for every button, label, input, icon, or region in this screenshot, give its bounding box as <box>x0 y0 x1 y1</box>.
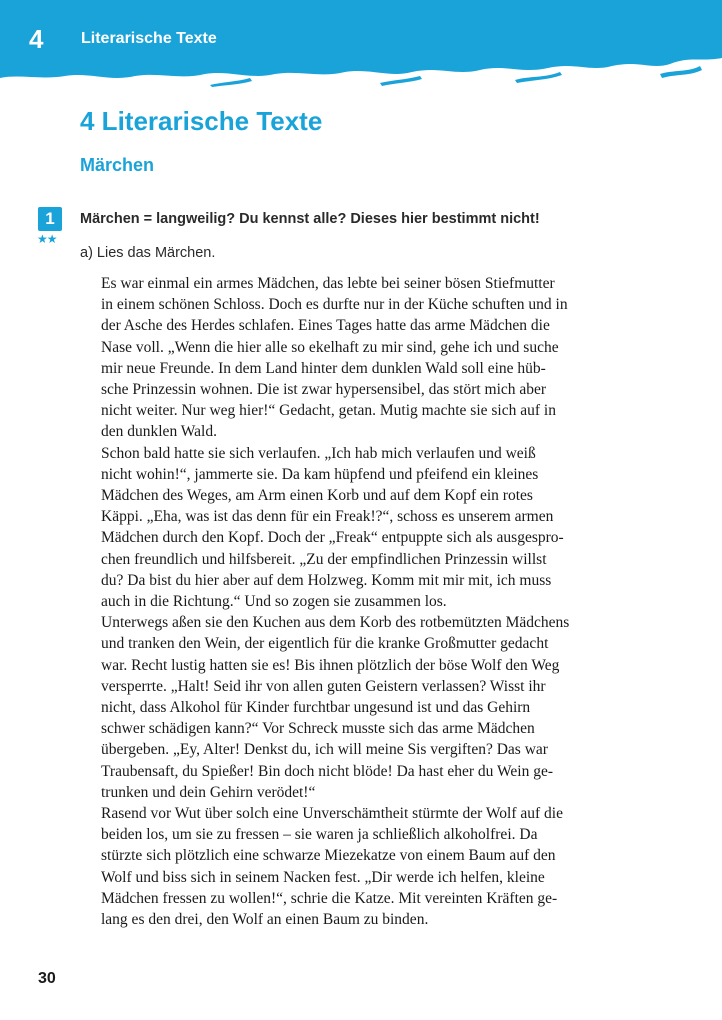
story-line: Käppi. „Eha, was ist das denn für ein Freak!?“, schoss es unserem armen <box>101 508 554 526</box>
story-line: schwer schädigen kann?“ Vor Schreck musste sich das arme Mädchen <box>101 720 535 738</box>
story-line: war. Recht lustig hatten sie es! Bis ihnen plötzlich der böse Wolf den Weg <box>101 656 560 674</box>
story-line: stürzte sich plötzlich eine schwarze Miezekatze von einem Baum auf den <box>101 847 556 865</box>
story-line: chen freundlich und hilfsbereit. „Zu der empfindlichen Prinzessin willst <box>101 550 547 568</box>
story-line: Rasend vor Wut über solch eine Unverschämtheit stürmte der Wolf auf die <box>101 805 563 823</box>
story-line: in einem schönen Schloss. Doch es durfte nur in der Küche schuften und in <box>101 296 568 314</box>
story-line: versperrte. „Halt! Seid ihr von allen guten Geistern verlassen? Wisst ihr <box>101 677 546 695</box>
story-line: nicht weiter. Nur weg hier!“ Gedacht, getan. Mutig machte sie sich auf in <box>101 402 556 420</box>
chapter-label: Literarische Texte <box>81 30 217 47</box>
story-line: und tranken den Wein, der eigentlich für die kranke Großmutter gedacht <box>101 635 549 653</box>
story-line: Mädchen fressen zu wollen!“, schrie die Katze. Mit vereinten Kräften ge- <box>101 889 558 907</box>
story-line: nicht wohin!“, jammerte sie. Da kam hüpfend und pfeifend ein kleines <box>101 465 539 483</box>
story-line: nicht, dass Alkohol für Kinder furchtbar ungesund ist und das Gehirn <box>101 699 531 717</box>
chapter-banner <box>0 0 722 92</box>
story-line: sche Prinzessin wohnen. Die ist zwar hypersensibel, das stört mich aber <box>101 381 547 399</box>
story-line: Es war einmal ein armes Mädchen, das lebte bei seiner bösen Stiefmutter <box>101 275 555 292</box>
story-line: Wolf und biss sich in seinem Nacken fest. „Dir werde ich helfen, kleine <box>101 868 545 886</box>
task-number-badge: 1 <box>38 207 62 231</box>
page-title: 4 Literarische Texte <box>80 106 323 136</box>
story-line: Unterwegs aßen sie den Kuchen aus dem Korb des rotbemützten Mädchens <box>101 614 570 632</box>
story-line: den dunklen Wald. <box>101 423 217 441</box>
story-line: Mädchen des Weges, am Arm einen Korb und auf dem Kopf ein rotes <box>101 487 533 505</box>
story-line: Nase voll. „Wenn die hier alle so ekelhaft zu mir sind, gehe ich und suche <box>101 338 559 356</box>
story-line: übergeben. „Ey, Alter! Denkst du, ich will meine Sis vergiften? Das war <box>101 741 548 759</box>
difficulty-stars-icon: ★★ <box>37 232 57 246</box>
story-line: Mädchen durch den Kopf. Doch der „Freak“ entpuppte sich als ausgespro- <box>101 529 564 547</box>
story-line: du? Da bist du hier aber auf dem Holzweg. Komm mit mir mit, ich muss <box>101 571 552 589</box>
story-line: trunken und dein Gehirn verödet!“ <box>101 783 316 801</box>
subtask-instruction: a) Lies das Märchen. <box>80 245 216 261</box>
story-line: der Asche des Herdes schlafen. Eines Tages hatte das arme Mädchen die <box>101 317 550 335</box>
task-heading: Märchen = langweilig? Du kennst alle? Dieses hier bestimmt nicht! <box>80 211 540 227</box>
section-title: Märchen <box>80 155 155 175</box>
story-line: beiden los, um sie zu fressen – sie waren ja schließlich alkoholfrei. Da <box>101 826 538 844</box>
story-line: lang es den drei, den Wolf an einen Baum zu binden. <box>101 911 429 929</box>
story-line: mir neue Freunde. In dem Land hinter dem dunklen Wald soll eine hüb- <box>101 359 546 377</box>
story-line: auch in die Richtung.“ Und so zogen sie zusammen los. <box>101 593 447 611</box>
story-line: Schon bald hatte sie sich verlaufen. „Ich hab mich verlaufen und weiß <box>101 444 536 462</box>
story-line: Traubensaft, du Spießer! Bin doch nicht blöde! Da hast eher du Wein ge- <box>101 762 554 780</box>
fairy-tale-text <box>101 273 621 930</box>
chapter-number: 4 <box>29 24 44 54</box>
page-number: 30 <box>38 970 56 987</box>
